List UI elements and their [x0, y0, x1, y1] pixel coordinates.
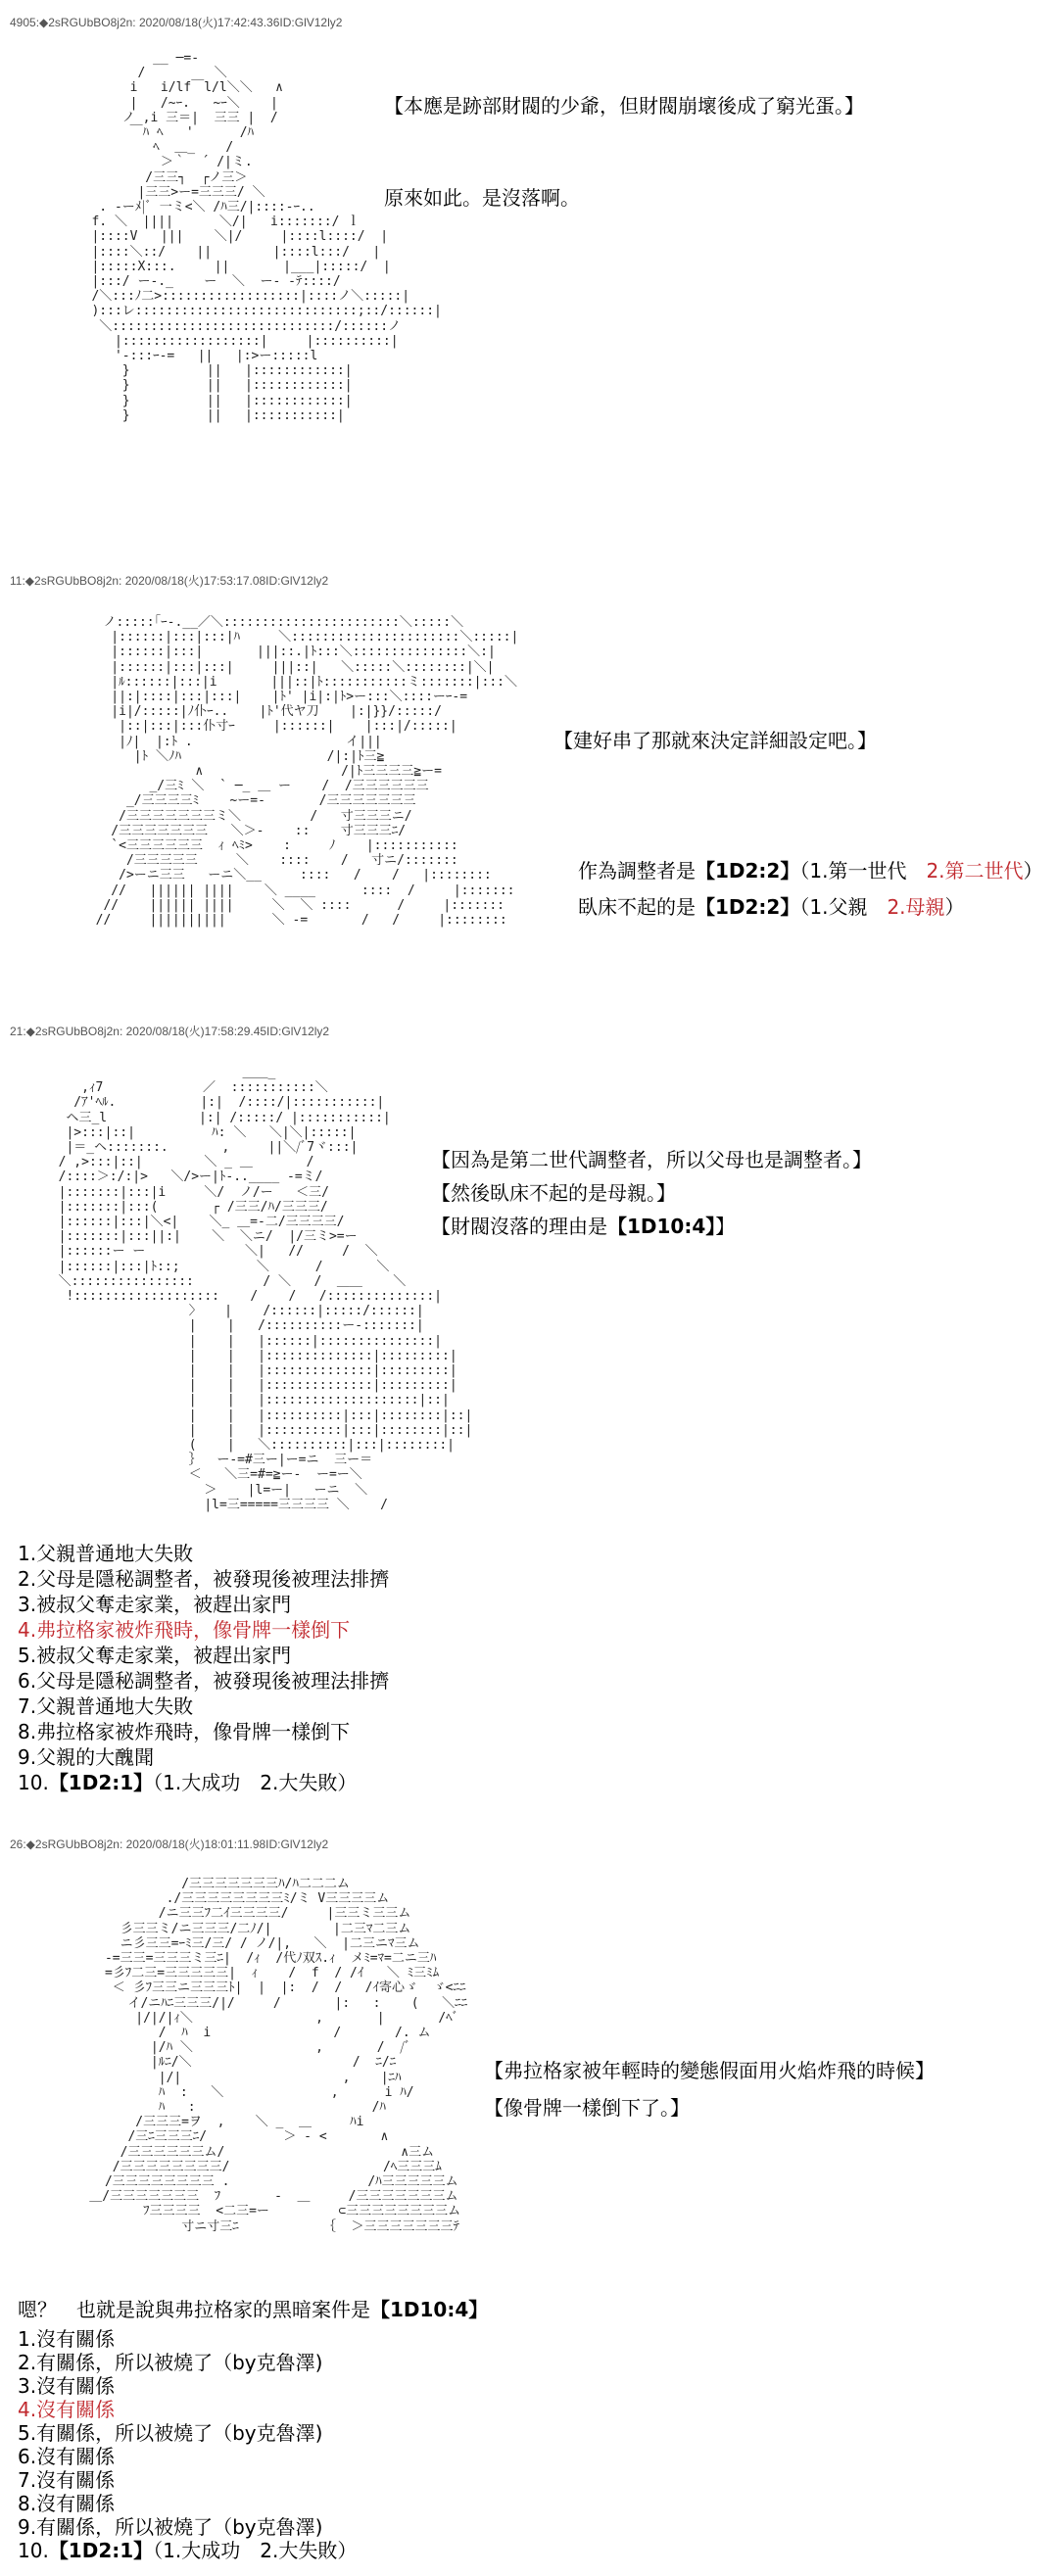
roll-option: （1.父親	[799, 895, 888, 919]
narration-line: 【像骨牌一樣倒下了。】	[484, 2096, 690, 2120]
list-item: 9.父親的大醜聞	[18, 1745, 155, 1769]
dice-roll: 【1D2:2】	[696, 859, 800, 883]
question-line	[18, 2294, 488, 2322]
roll-prefix: 作為調整者是	[578, 859, 696, 883]
narration-line: 【本應是跡部財閥的少爺，但財閥崩壞後成了窮光蛋。】	[384, 94, 864, 118]
list-item: 2.有關係，所以被燒了（by克魯澤)	[18, 2351, 323, 2374]
list-item: 5.有關係，所以被燒了（by克魯澤)	[18, 2421, 323, 2445]
dice-roll: 【1D10:4】	[370, 2298, 489, 2321]
roll-suffix: 】	[715, 1215, 736, 1238]
roll-option-selected: 2.母親	[887, 895, 945, 919]
list-item: 1.沒有關係	[18, 2327, 116, 2351]
list-item: 7.父親普通地大失敗	[18, 1694, 194, 1718]
list-item-final	[18, 1767, 357, 1795]
dice-roll: 【1D10:4】	[607, 1215, 716, 1238]
roll-suffix: ）	[1023, 859, 1043, 883]
ascii-art-character: ＿＿_ ,ｨ7 ／ :::::::::::＼ /ｱ'ﾍﾙ. |:| /::::/|:::::::::::| ヘ三_l |:| /:::::/ |:::::::::::| |>:::|::| ﾊ: ＼ ＼|＼|:::::| |＝_ヘ:::::::. , ||＼/ﾞ7ヾ:::| / ,>:::|::| ＼ _ ＿ / /::::＞:/:|> ＼/>ー|ﾄ-..____ -=ミ/ |:::::::|:::|i ＼/ ノ/ー ＜三/ |:::::::|:::( ┌ /三三/ﾊ/三三三/ |::::::|:::|＼<| ＼_ ＿=-二/三三三三/ |:::::::|:::||:| ＼ ＼ニ/ |/三ミ>=ー |::::::ー ー ＼| // / ＼ |::::::|:::|ﾄ::; ＼ / ＼ ＼:::::::::::::::: / ＼ / ＿＿ ＼ !::::::::::::::::::: / / /::::::::::::::| 〉 | /::::::|:::::/::::::| | | /::::::::::ー-:::::::| | | |::::::|:::::::::::::::| | | |::::::::::::::|:::::::::| | | |::::::::::::::|:::::::::| | | |::::::::::::::|:::::::::| | | |::::::::::::::::::::|::| | | |::::::::::|:::|::::::::|::| | | |::::::::::|:::|::::::::|::| ( | ＼::::::::::|:::|::::::::| ｝ ー-=#三ー|ー=ニ 三ー＝ ＜ ＼三=#=≧ー- ー=ー＼ ＞ |l=ー| ーニ ＼ |l=三=====三三三三 ＼ /	[58, 1066, 473, 1512]
list-item: 6.父母是隱秘調整者，被發現後被理法排擠	[18, 1669, 390, 1693]
roll-line	[431, 1211, 735, 1239]
ascii-art-character: __ ─=- / ＼ i i/lf￣l/l＼＼ ∧ | /~ｰ. ~ｰ＼ | ノ ,i 三＝| 三三 | / ￣ﾊ ﾍ ' /ﾊ ﾍ ＿_ / ＞｀ ´ /|ミ. /三三┐ ┌ノ三＞ |三三>ー=三三三/ ＼ . -ーﾒ|ﾞ 一ミ<＼ /ﾊ三/|::::-ｰ.. f. ＼ |||| ＼/| i:::::::/ ｌ |::::V ||| ＼|/ |::::l::::/ | |::::＼::/ || |::::l:::/ | |:::::X:::. || |___|:::::/ | |:::/ ー-._ ー ＼ ー‐ -ﾃ::::/ /＼:::ﾉ二>::::::::::::::::::|::::ノ＼:::::| ):::レ:::::::::::::::::::::::::::::;::/::::::| ＼:::::::::::::::::::::::::::::/::::::ノ |::::::::::::::::::| |::::::::::| '-:::ｰ-= || |:>ー:::::l } || |::::::::::::| } || |::::::::::::| } || |::::::::::::| } || |:::::::::::|	[91, 51, 442, 423]
dice-roll: 【1D2:1】	[48, 1771, 154, 1794]
post-header: 26:◆2sRGUbBO8j2n: 2020/08/18(火)18:01:11.98ID:GlV12ly2	[10, 1837, 329, 1851]
list-item: 7.沒有關係	[18, 2468, 116, 2492]
list-item-selected: 4.沒有關係	[18, 2398, 116, 2421]
narration-line: 【因為是第二世代調整者，所以父母也是調整者。】	[431, 1148, 872, 1171]
list-item-selected: 4.弗拉格家被炸飛時，像骨牌一樣倒下	[18, 1618, 351, 1642]
list-item: 8.沒有關係	[18, 2492, 116, 2515]
ascii-art-character: /三三三三三三三ﾊ/ﾊ二二二ム ./三三三三三三三三ﾐ/ミ V三三三三ム /ニ三三ﾌ二ｲ三三三三/ |三三ミ三三ム 彡三三ミ/ニ三三三/二ﾉ/| |二三ﾏ二三ム ニ彡三三=ｰﾐ三/三/ / ノ/|, ＼ |二三ニﾏ三ム -=三三=三三三ミ三ﾆ| /ｨ /代ﾉ双ｽ.ｨ メﾐ=ﾏ=二ニ三ﾊ =彡ﾌ二三=三三三三三| ｨ / f / /ｲ ＼ ﾐ三ﾐﾑ ＜ 彡ﾌ三三ニ三三三ﾄ| | |: / / /ｲ寄心ゞ ゞ<ﾆﾆ イ/ニﾊﾆ三三三/|/ / |: : ( ＼ﾆﾆ |/|/|ｨ＼ , | /ﾍﾞ / ﾊ i / /. ム |/ﾊ ＼ , / /ﾞ |ﾙﾆ/＼ / ﾆ/ﾆ |/| , |ﾆﾊ ﾊ : ＼ , i ﾊ/ ﾊ : /ﾊ /三三三=ヲ , ＼ _ ＿ ﾊi /三ﾆ三三三ﾆ/ ＞ - < ∧ /三三三三三三ム/ ∧三ム /三三三三三三三三/ /ﾍ三三三ﾑ /三三三三三三三三 . /ﾊ三三三三三ム ＿/三三三三三三三 ﾌ - ＿ /三三三三三三三ム ﾌ三三三三 <二三=ー ⊂三三三三三三三三ム 寸ニ寸三ﾆ ｛ ＞三三三三三三三ﾃ	[89, 1877, 468, 2234]
dialogue-line: 原來如此。是沒落啊。	[384, 186, 580, 210]
roll-option-selected: 2.第二世代	[926, 859, 1024, 883]
dice-roll: 【1D2:2】	[696, 895, 800, 919]
roll-options: （1.大成功 2.大失敗）	[153, 2539, 358, 2562]
roll-options: （1.大成功 2.大失敗）	[153, 1771, 358, 1794]
roll-line	[578, 855, 1043, 883]
list-item: 1.父親普通地大失敗	[18, 1542, 194, 1565]
post-header: 4905:◆2sRGUbBO8j2n: 2020/08/18(火)17:42:43.36ID:GlV12ly2	[10, 16, 343, 29]
list-item: 3.被叔父奪走家業，被趕出家門	[18, 1593, 292, 1616]
list-item-number: 10.	[18, 1771, 49, 1794]
post-header: 11:◆2sRGUbBO8j2n: 2020/08/18(火)17:53:17.08ID:GlV12ly2	[10, 574, 329, 588]
roll-line	[578, 891, 965, 920]
list-item-number: 10.	[18, 2539, 49, 2562]
roll-suffix: ）	[944, 895, 965, 919]
roll-prefix: 臥床不起的是	[578, 895, 696, 919]
list-item: 8.弗拉格家被炸飛時，像骨牌一樣倒下	[18, 1720, 351, 1743]
roll-prefix: 【財閥沒落的理由是	[431, 1215, 607, 1238]
post-header: 21:◆2sRGUbBO8j2n: 2020/08/18(火)17:58:29.45ID:GlV12ly2	[10, 1025, 330, 1038]
question-prefix: 嗯？ 也就是說與弗拉格家的黑暗案件是	[18, 2298, 370, 2321]
narration-line: 【然後臥床不起的是母親。】	[431, 1181, 676, 1205]
list-item: 2.父母是隱秘調整者，被發現後被理法排擠	[18, 1567, 390, 1591]
ascii-art-character: ノ:::::｢ｰ-.__／＼:::::::::::::::::::::::＼:::::＼ |::::::|:::|:::|ﾊ ＼::::::::::::::::::::::＼:::::| |::::::|:::| |||::.|ﾄ:::＼:::::::::::::::＼:| |::::::|:::|:::| |||::| ＼:::::＼::::::::|＼| |ﾙ::::::|:::|i |||::|ﾄ:::::::::::ミ:::::::|:::＼ ||:|::::|:::|:::| |ﾄ' |i|:|ﾄ>ー:::＼::::ーｰ-= |i|/:::::|ﾉ仆ｰ.. |ﾄ'代ヤ刀 |:|}}/:::::/ |::|:::|:::仆寸ｰ |::::::| |:::|/:::::| |ﾉ| |:ﾄ . イ||| |ﾄ ＼ﾉﾊ /|:|ﾄ三≧ ∧ /|ﾄ三三三三≧ー= _/三ﾐ ＼ ` ─_ ＿ ー / /三三三三三三 _/三三三三ﾐ ~ー=- /三三三三三三三 /三三三三三三三ミ＼ / 寸三三三ニ/ /三三三三三三三 ＼＞- :: 寸三三三ﾆ/ `<三三三三三三 ｨ ﾍﾐ> : ﾉ |::::::::::: /三三三三三 ＼ :::: / 寸ニ/::::::: />ーニ三三 ーニ＼__ :::: / / |:::::::: // |||||| |||| ＼ ____ :::: / |::::::: // |||||| |||| ＼ ＼ :::: / |::::::: // |||||||||| ＼ -= / / |::::::::	[95, 615, 519, 929]
list-item: 5.被叔父奪走家業，被趕出家門	[18, 1644, 292, 1667]
list-item: 3.沒有關係	[18, 2374, 116, 2398]
narration-line: 【建好串了那就來決定詳細設定吧。】	[553, 729, 877, 752]
dice-roll: 【1D2:1】	[48, 2539, 154, 2562]
list-item: 9.有關係，所以被燒了（by克魯澤)	[18, 2515, 323, 2539]
list-item-final	[18, 2535, 357, 2563]
roll-option: （1.第一世代	[799, 859, 927, 883]
list-item: 6.沒有關係	[18, 2445, 116, 2468]
narration-line: 【弗拉格家被年輕時的變態假面用火焰炸飛的時候】	[484, 2059, 935, 2082]
